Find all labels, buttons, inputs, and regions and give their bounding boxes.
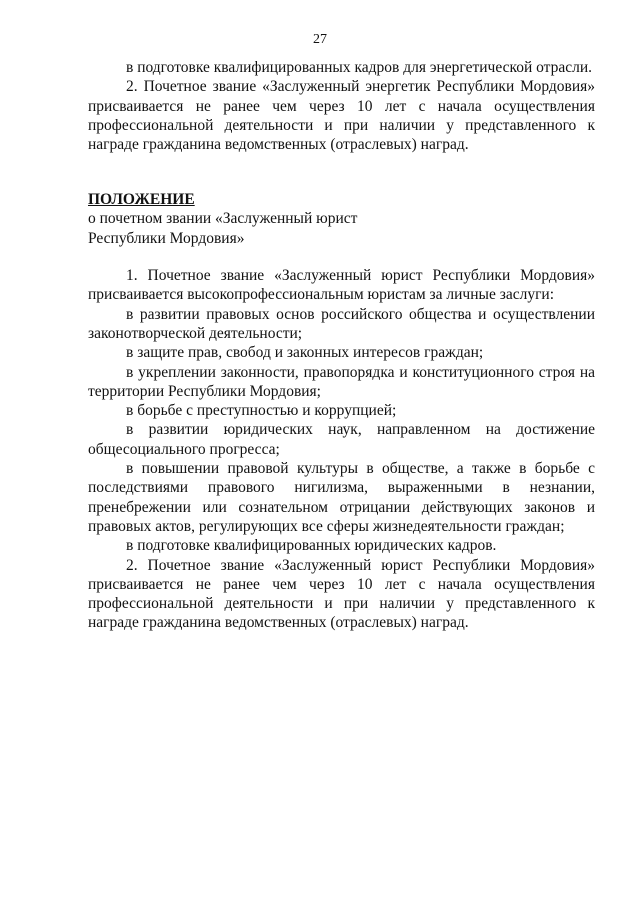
- body-paragraph-3: в защите прав, свобод и законных интересов граждан;: [126, 344, 484, 362]
- body-paragraph-8: в подготовке квалифицированных юридических кадров.: [126, 537, 497, 555]
- heading-title: ПОЛОЖЕНИЕ: [88, 191, 195, 209]
- document-content: [88, 58, 595, 633]
- body-paragraph-2: в развитии правовых основ российского общества и осуществлении законотворческой деятельности;: [88, 305, 595, 342]
- body-paragraph-6: в развитии юридических наук, направленном на достижение общесоциального прогресса;: [88, 421, 595, 458]
- heading-subtitle-line-1: о почетном звании «Заслуженный юрист: [88, 210, 358, 228]
- section-heading: [88, 190, 595, 248]
- intro-paragraph-2: 2. Почетное звание «Заслуженный энергетик Республики Мордовия» присваивается не ранее чем через 10 лет с начала осуществления профессиональной деятельности и при наличии у представленного к награде гражданина ведомственных (отраслевых) наград.: [88, 78, 595, 154]
- body-paragraph-5: в борьбе с преступностью и коррупцией;: [126, 402, 397, 420]
- page-number: 27: [313, 32, 327, 47]
- body-paragraph-7: в повышении правовой культуры в обществе, а также в борьбе с последствиями правового нигилизма, выраженными в незнании, пренебрежении или сознательном отрицании действующих законов и правовых актов, регулирующих все сферы жизнедеятельности граждан;: [88, 460, 595, 535]
- body-paragraph-1: 1. Почетное звание «Заслуженный юрист Республики Мордовия» присваивается высокопрофессиональным юристам за личные заслуги:: [88, 267, 595, 304]
- heading-subtitle-line-2: Республики Мордовия»: [88, 229, 245, 247]
- intro-paragraph-1: в подготовке квалифицированных кадров для энергетической отрасли.: [126, 59, 593, 76]
- body-paragraph-9: 2. Почетное звание «Заслуженный юрист Республики Мордовия» присваивается не ранее чем через 10 лет с начала осуществления профессиональной деятельности и при наличии у представленного к награде гражданина ведомственных (отраслевых) наград.: [88, 556, 595, 632]
- regulation-body: [88, 266, 595, 633]
- body-paragraph-4: в укреплении законности, правопорядка и конституционного строя на территории Республики Мордовия;: [88, 363, 595, 400]
